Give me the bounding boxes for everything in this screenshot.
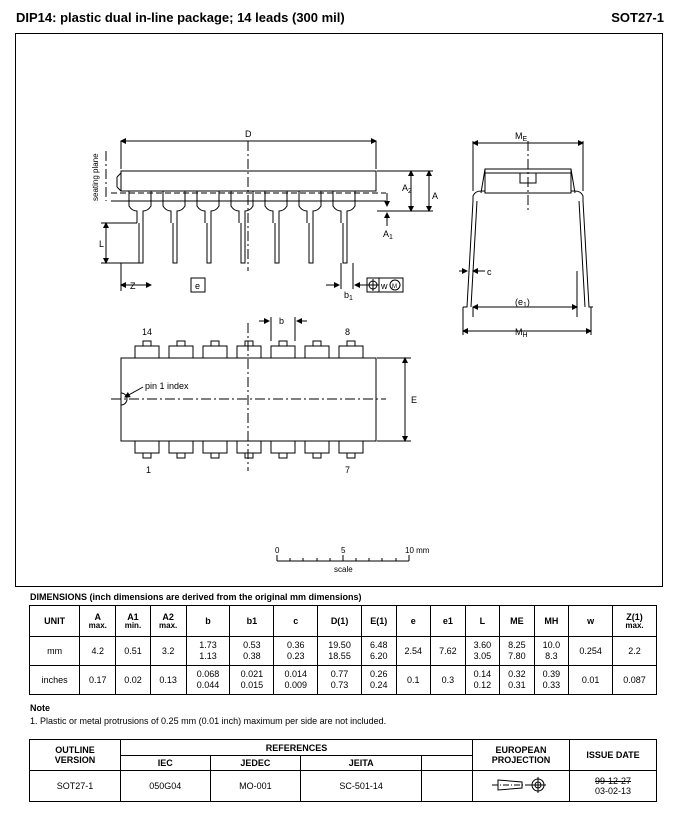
label-E: E (411, 395, 418, 405)
scale-tick-0: 0 (275, 546, 280, 555)
label-pin14: 14 (142, 327, 153, 337)
references-table (29, 739, 657, 802)
header-me: ME (500, 606, 535, 637)
label-e1: $(e_1)$ (515, 297, 530, 309)
table-row (30, 666, 657, 695)
label-A1: $A_1$ (383, 229, 393, 241)
value-cell: 0.51 (116, 637, 151, 666)
label-e: e (195, 281, 201, 291)
value-cell: 4.2 (80, 637, 116, 666)
issue-date-header: ISSUE DATE (570, 740, 657, 771)
value-cell: 0.77 0.73 (318, 666, 362, 695)
value-cell: 19.50 18.55 (318, 637, 362, 666)
value-cell: 0.17 (80, 666, 116, 695)
projection-symbol-icon (486, 774, 556, 796)
label-pin7: 7 (345, 465, 351, 475)
value-cell: 0.32 0.31 (500, 666, 535, 695)
header-b1: b1 (230, 606, 274, 637)
jedec-value: MO-001 (210, 771, 301, 802)
references-header: REFERENCES (121, 740, 473, 756)
value-cell: 0.1 (396, 666, 431, 695)
issue-date-old: 99-12-27 (594, 776, 632, 786)
header-b: b (186, 606, 230, 637)
value-cell: 0.53 0.38 (230, 637, 274, 666)
jedec-header: JEDEC (210, 756, 301, 771)
jeita-header: JEITA (301, 756, 422, 771)
unit-cell: mm (30, 637, 80, 666)
issue-date-new: 03-02-13 (594, 786, 632, 796)
header-unit: UNIT (30, 606, 80, 637)
unit-cell: inches (30, 666, 80, 695)
label-b: b (279, 316, 285, 326)
label-pin1-index: pin 1 index (145, 381, 189, 391)
note-text: 1. Plastic or metal protrusions of 0.25 mm (0.01 inch) maximum per side are not included. (30, 716, 387, 726)
outline-version-value: SOT27-1 (30, 771, 121, 802)
value-cell: 1.73 1.13 (186, 637, 230, 666)
value-cell: 0.3 (431, 666, 466, 695)
label-L: L (99, 239, 105, 249)
label-seating-plane: seating plane (91, 153, 100, 201)
header-w: w (569, 606, 613, 637)
label-ME: $M_E$ (515, 131, 528, 143)
value-cell: 0.068 0.044 (186, 666, 230, 695)
header-a: A max. (80, 606, 116, 637)
label-MH: $M_H$ (515, 327, 528, 339)
value-cell: 7.62 (431, 637, 466, 666)
label-pin1: 1 (146, 465, 152, 475)
scale-bar (277, 555, 409, 561)
iec-value: 050G04 (121, 771, 211, 802)
label-D: D (245, 129, 252, 139)
package-drawing (16, 34, 664, 588)
header-c: c (274, 606, 318, 637)
outline-version-header: OUTLINE VERSION (30, 740, 121, 771)
value-cell: 8.25 7.80 (500, 637, 535, 666)
value-cell: 6.48 6.20 (362, 637, 397, 666)
label-pin8: 8 (345, 327, 351, 337)
value-cell: 0.36 0.23 (274, 637, 318, 666)
header-l: L (465, 606, 500, 637)
label-m-circle: M (392, 284, 397, 290)
header-e-width: E(1) (362, 606, 397, 637)
value-cell: 0.39 0.33 (534, 666, 569, 695)
header-a2: A2 max. (150, 606, 186, 637)
header-a1: A1 min. (116, 606, 151, 637)
value-cell: 3.60 3.05 (465, 637, 500, 666)
label-c: c (487, 267, 492, 277)
header-e1: e1 (431, 606, 466, 637)
dimensions-title: DIMENSIONS (inch dimensions are derived from the original mm dimensions) (30, 592, 362, 602)
table-row (30, 637, 657, 666)
dimensions-header-row (30, 606, 657, 637)
outline-code: SOT27-1 (611, 10, 664, 25)
european-projection-header: EUROPEAN PROJECTION (473, 740, 570, 771)
drawing-frame (15, 33, 663, 587)
label-Z: Z (130, 281, 136, 291)
value-cell: 0.014 0.009 (274, 666, 318, 695)
value-cell: 0.02 (116, 666, 151, 695)
jeita-value: SC-501-14 (301, 771, 422, 802)
value-cell: 0.26 0.24 (362, 666, 397, 695)
header-mh: MH (534, 606, 569, 637)
value-cell: 0.021 0.015 (230, 666, 274, 695)
value-cell: 2.54 (396, 637, 431, 666)
scale-label: scale (334, 565, 353, 574)
note-title: Note (30, 703, 50, 713)
references-spare-value (422, 771, 473, 802)
side-view (101, 141, 433, 292)
value-cell: 0.13 (150, 666, 186, 695)
label-w: w (381, 281, 388, 291)
top-view (111, 317, 411, 471)
dimensions-table (29, 605, 657, 695)
document-title: DIP14: plastic dual in-line package; 14 leads (300 mil) (16, 10, 345, 25)
label-A2: $A_2$ (402, 183, 412, 195)
value-cell: 3.2 (150, 637, 186, 666)
scale-tick-10: 10 mm (405, 546, 430, 555)
value-cell: 0.01 (569, 666, 613, 695)
scale-tick-5: 5 (341, 546, 346, 555)
label-A: A (432, 191, 439, 201)
value-cell: 0.14 0.12 (465, 666, 500, 695)
value-cell: 2.2 (613, 637, 657, 666)
value-cell: 0.254 (569, 637, 613, 666)
value-cell: 0.087 (613, 666, 657, 695)
header-d: D(1) (318, 606, 362, 637)
issue-date-value (570, 771, 657, 802)
side-view-leads (129, 191, 355, 263)
iec-header: IEC (121, 756, 211, 771)
value-cell: 10.0 8.3 (534, 637, 569, 666)
projection-symbol (473, 771, 570, 802)
references-header-row (30, 740, 657, 756)
header-z: Z(1) max. (613, 606, 657, 637)
references-spare-header (422, 756, 473, 771)
header-e-pitch: e (396, 606, 431, 637)
references-value-row (30, 771, 657, 802)
label-b1: $b_1$ (344, 290, 353, 302)
